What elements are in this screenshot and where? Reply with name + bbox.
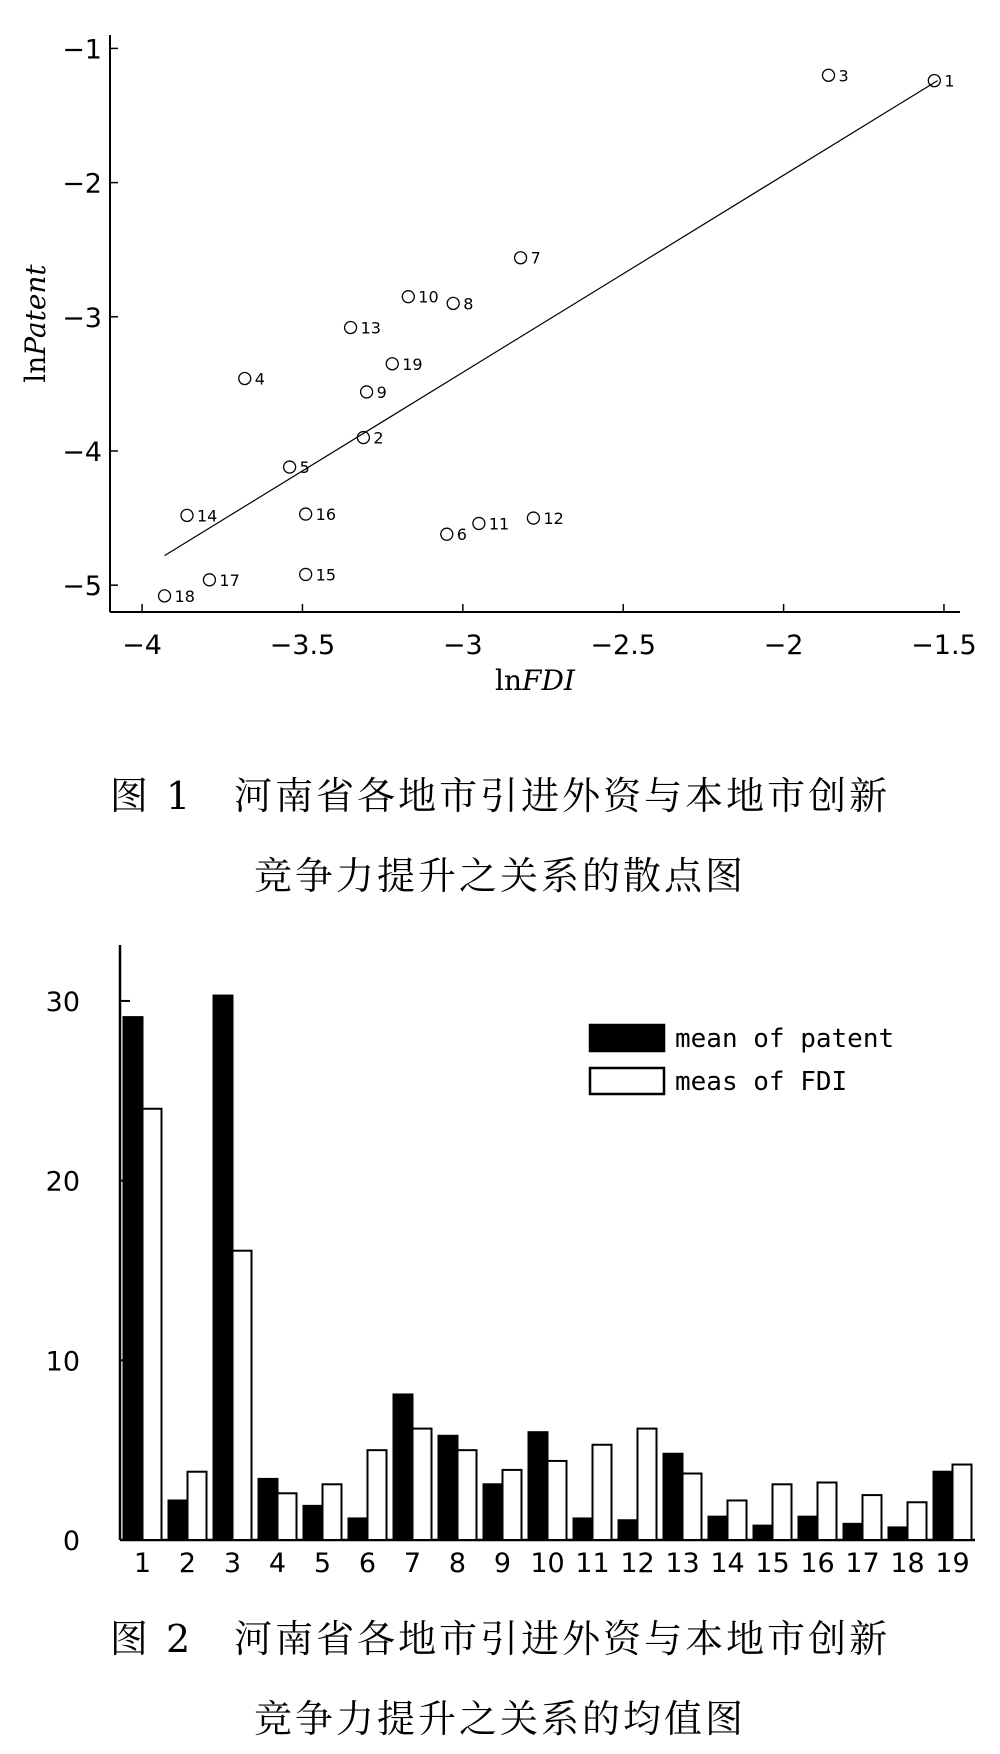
- bar-fdi: [503, 1470, 522, 1540]
- data-point: [239, 373, 251, 385]
- data-point-label: 14: [196, 506, 218, 526]
- bar-fdi: [728, 1500, 747, 1540]
- x-tick-label: 16: [800, 1548, 835, 1579]
- bar-fdi: [683, 1474, 702, 1540]
- data-point-label: 10: [418, 287, 439, 307]
- x-tick-label: −1.5: [911, 630, 977, 661]
- x-tick-label: 3: [223, 1548, 242, 1579]
- x-tick-label: −2.5: [590, 630, 656, 661]
- figure-2-caption-line-2: 竞争力提升之关系的均值图: [253, 1697, 746, 1741]
- x-tick-label: 15: [755, 1548, 790, 1579]
- x-tick-label: 1: [133, 1548, 152, 1579]
- data-point-label: 1: [944, 71, 955, 91]
- bar-fdi: [863, 1495, 882, 1540]
- data-point-label: 7: [530, 248, 541, 268]
- y-axis-label: lnPatent: [19, 264, 52, 383]
- data-point: [386, 358, 398, 370]
- bar-fdi: [188, 1472, 207, 1540]
- bar-patent: [304, 1506, 323, 1540]
- bar-fdi: [548, 1461, 567, 1540]
- bar-fdi: [638, 1429, 657, 1540]
- bar-patent: [664, 1454, 683, 1540]
- bar-patent: [889, 1527, 908, 1540]
- data-point-label: 6: [456, 525, 467, 545]
- x-tick-label: 5: [313, 1548, 332, 1579]
- bar-patent: [844, 1524, 863, 1540]
- data-point-label: 19: [402, 354, 423, 374]
- legend-label: meas of FDI: [675, 1067, 848, 1097]
- x-tick-label: 6: [358, 1548, 377, 1579]
- data-point-label: 12: [543, 509, 564, 529]
- bar-patent: [259, 1479, 278, 1540]
- bar-fdi: [368, 1450, 387, 1540]
- bar-patent: [349, 1518, 368, 1540]
- data-point-label: 13: [360, 318, 381, 338]
- data-point: [402, 291, 414, 303]
- y-tick-label: −1: [62, 34, 102, 66]
- data-point: [159, 590, 171, 602]
- x-tick-label: −4: [122, 630, 162, 661]
- data-point: [284, 461, 296, 473]
- data-point-label: 4: [254, 369, 265, 389]
- bar-patent: [439, 1436, 458, 1540]
- trend-line: [165, 81, 938, 556]
- data-point: [441, 528, 453, 540]
- data-point: [515, 252, 527, 264]
- data-point: [361, 386, 373, 398]
- data-point: [473, 517, 485, 529]
- x-tick-label: 18: [890, 1548, 925, 1579]
- x-tick-label: 8: [448, 1548, 467, 1579]
- legend-label: mean of patent: [675, 1024, 895, 1054]
- data-point: [300, 568, 312, 580]
- legend-swatch: [590, 1068, 664, 1094]
- x-tick-label: 19: [935, 1548, 970, 1579]
- x-tick-label: 4: [268, 1548, 287, 1579]
- bar-fdi: [953, 1465, 972, 1540]
- data-point-label: 2: [373, 428, 384, 448]
- x-tick-label: −3.5: [269, 630, 336, 661]
- data-point: [447, 297, 459, 309]
- data-point: [345, 322, 357, 334]
- figure-2-caption-line-1: 图 2 河南省各地市引进外资与本地市创新: [109, 1617, 891, 1661]
- data-point: [928, 75, 940, 87]
- bar-patent: [799, 1517, 818, 1540]
- data-point-label: 18: [174, 586, 195, 606]
- bar-fdi: [278, 1493, 297, 1540]
- x-tick-label: 2: [178, 1548, 197, 1579]
- data-point-label: 15: [315, 565, 337, 585]
- y-tick-label: 0: [62, 1526, 80, 1557]
- data-point: [300, 508, 312, 520]
- bar-fdi: [458, 1450, 477, 1540]
- scatter-chart: [0, 0, 1000, 700]
- bar-patent: [619, 1520, 638, 1540]
- y-tick-label: −3: [62, 302, 102, 334]
- bar-patent: [214, 996, 233, 1540]
- y-tick-label: 10: [45, 1346, 80, 1378]
- bar-fdi: [233, 1251, 252, 1540]
- x-tick-label: 10: [530, 1548, 565, 1579]
- bar-patent: [754, 1526, 773, 1540]
- x-tick-label: 12: [620, 1548, 655, 1579]
- bar-patent: [169, 1500, 188, 1540]
- data-point: [822, 69, 834, 81]
- bar-patent: [394, 1394, 413, 1540]
- bar-fdi: [773, 1484, 792, 1540]
- y-tick-label: 20: [45, 1166, 80, 1198]
- x-tick-label: −2: [763, 630, 804, 661]
- bar-patent: [484, 1484, 503, 1540]
- x-axis-label: lnFDI: [495, 664, 575, 697]
- bar-patent: [709, 1517, 728, 1540]
- bar-chart: [0, 925, 1000, 1580]
- figure-1-caption-line-1: 图 1 河南省各地市引进外资与本地市创新: [109, 774, 891, 818]
- x-tick-label: 7: [403, 1548, 422, 1579]
- y-tick-label: −4: [62, 436, 102, 468]
- y-tick-label: −2: [62, 168, 102, 200]
- bar-fdi: [908, 1502, 927, 1540]
- data-point-label: 8: [463, 294, 474, 314]
- data-point-label: 3: [838, 66, 849, 86]
- x-tick-label: 11: [575, 1548, 610, 1579]
- x-tick-label: 17: [845, 1548, 880, 1579]
- y-tick-label: 30: [45, 986, 80, 1018]
- data-point-label: 16: [315, 505, 337, 525]
- y-tick-label: −5: [62, 571, 102, 603]
- data-point-label: 9: [376, 382, 387, 402]
- figure-1-caption-line-2: 竞争力提升之关系的散点图: [253, 854, 746, 898]
- bar-fdi: [593, 1445, 612, 1540]
- data-point-label: 17: [219, 570, 240, 590]
- bar-fdi: [323, 1484, 342, 1540]
- bar-patent: [124, 1017, 143, 1540]
- bar-patent: [934, 1472, 953, 1540]
- data-point-label: 11: [488, 514, 510, 534]
- bar-patent: [529, 1432, 548, 1540]
- x-tick-label: 14: [710, 1548, 745, 1579]
- data-point: [527, 512, 539, 524]
- x-tick-label: 9: [493, 1548, 512, 1579]
- x-tick-label: −3: [442, 630, 483, 661]
- data-point: [181, 509, 193, 521]
- legend-swatch: [590, 1025, 664, 1051]
- data-point: [203, 574, 215, 586]
- bar-fdi: [413, 1429, 432, 1540]
- bar-fdi: [818, 1483, 837, 1541]
- bar-patent: [574, 1518, 593, 1540]
- bar-fdi: [143, 1109, 162, 1540]
- x-tick-label: 13: [665, 1548, 700, 1579]
- data-point-label: 5: [299, 458, 310, 478]
